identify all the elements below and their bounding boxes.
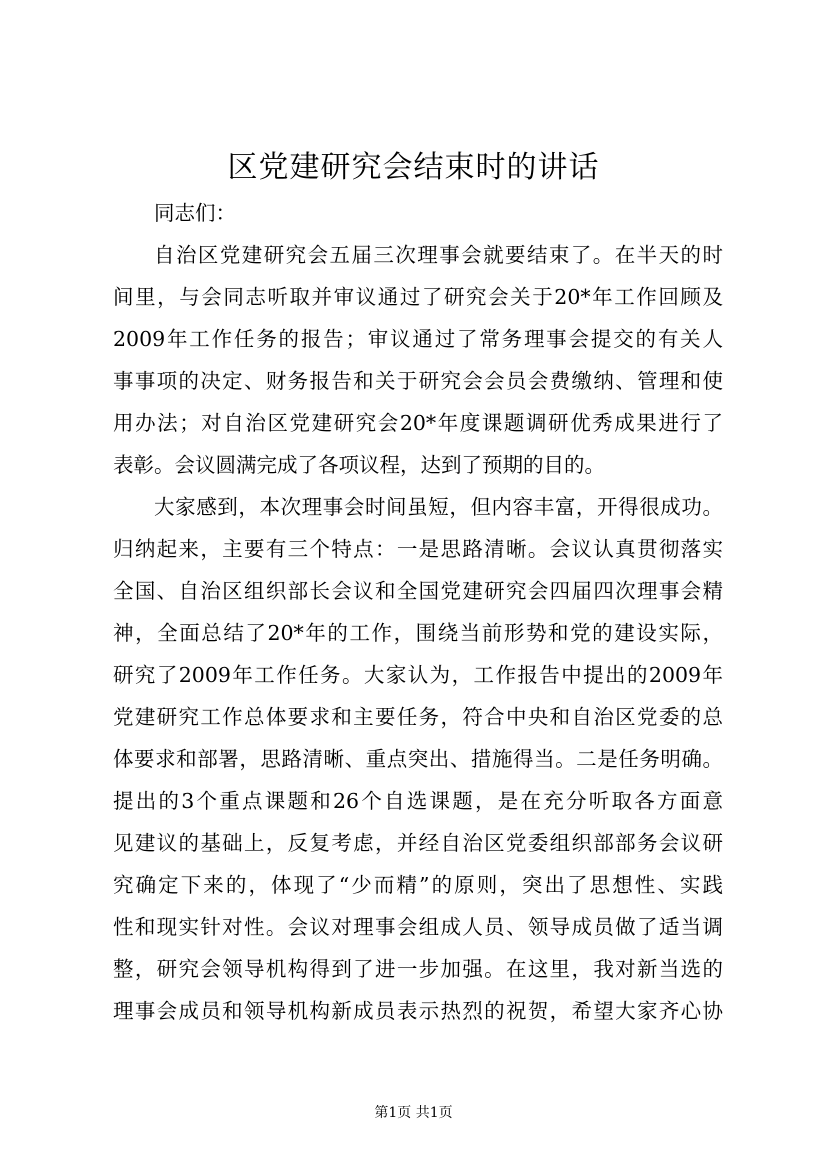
paragraph-line: 神，全面总结了20*年的工作，围绕当前形势和党的建设实际， bbox=[113, 621, 723, 645]
page-footer: 第1页 共1页 bbox=[374, 1105, 453, 1121]
paragraph-line: 间里，与会同志听取并审议通过了研究会关于20*年工作回顾及 bbox=[113, 285, 723, 309]
paragraph-line: 表彰。会议圆满完成了各项议程，达到了预期的目的。 bbox=[113, 453, 605, 477]
paragraph-line: 自治区党建研究会五届三次理事会就要结束了。在半天的时 bbox=[154, 243, 723, 267]
paragraph-line: 事事项的决定、财务报告和关于研究会会员会费缴纳、管理和使 bbox=[113, 369, 723, 393]
paragraph-line: 用办法；对自治区党建研究会20*年度课题调研优秀成果进行了 bbox=[113, 411, 723, 435]
paragraph-line: 体要求和部署，思路清晰、重点突出、措施得当。二是任务明确。 bbox=[113, 747, 723, 771]
paragraph-line: 性和现实针对性。会议对理事会组成人员、领导成员做了适当调 bbox=[113, 915, 723, 939]
paragraph-line: 全国、自治区组织部长会议和全国党建研究会四届四次理事会精 bbox=[113, 579, 723, 603]
paragraph-line: 见建议的基础上，反复考虑，并经自治区党委组织部部务会议研 bbox=[113, 831, 723, 855]
paragraph-line: 提出的3个重点课题和26个自选课题，是在充分听取各方面意 bbox=[113, 789, 723, 813]
paragraph-line: 究确定下来的，体现了“少而精”的原则，突出了思想性、实践 bbox=[113, 873, 723, 897]
paragraph-line: 大家感到，本次理事会时间虽短，但内容丰富，开得很成功。 bbox=[154, 495, 723, 519]
paragraph-line: 理事会成员和领导机构新成员表示热烈的祝贺，希望大家齐心协 bbox=[113, 999, 723, 1023]
paragraph-line: 党建研究工作总体要求和主要任务，符合中央和自治区党委的总 bbox=[113, 705, 723, 729]
document-title: 区党建研究会结束时的讲话 bbox=[227, 150, 600, 185]
paragraph-line: 整，研究会领导机构得到了进一步加强。在这里，我对新当选的 bbox=[113, 957, 723, 981]
paragraph-line: 归纳起来，主要有三个特点：一是思路清晰。会议认真贯彻落实 bbox=[113, 537, 723, 561]
paragraph-line: 2009年工作任务的报告；审议通过了常务理事会提交的有关人 bbox=[113, 327, 723, 351]
paragraph-line: 研究了2009年工作任务。大家认为，工作报告中提出的2009年 bbox=[113, 663, 723, 687]
salutation: 同志们： bbox=[154, 201, 236, 225]
